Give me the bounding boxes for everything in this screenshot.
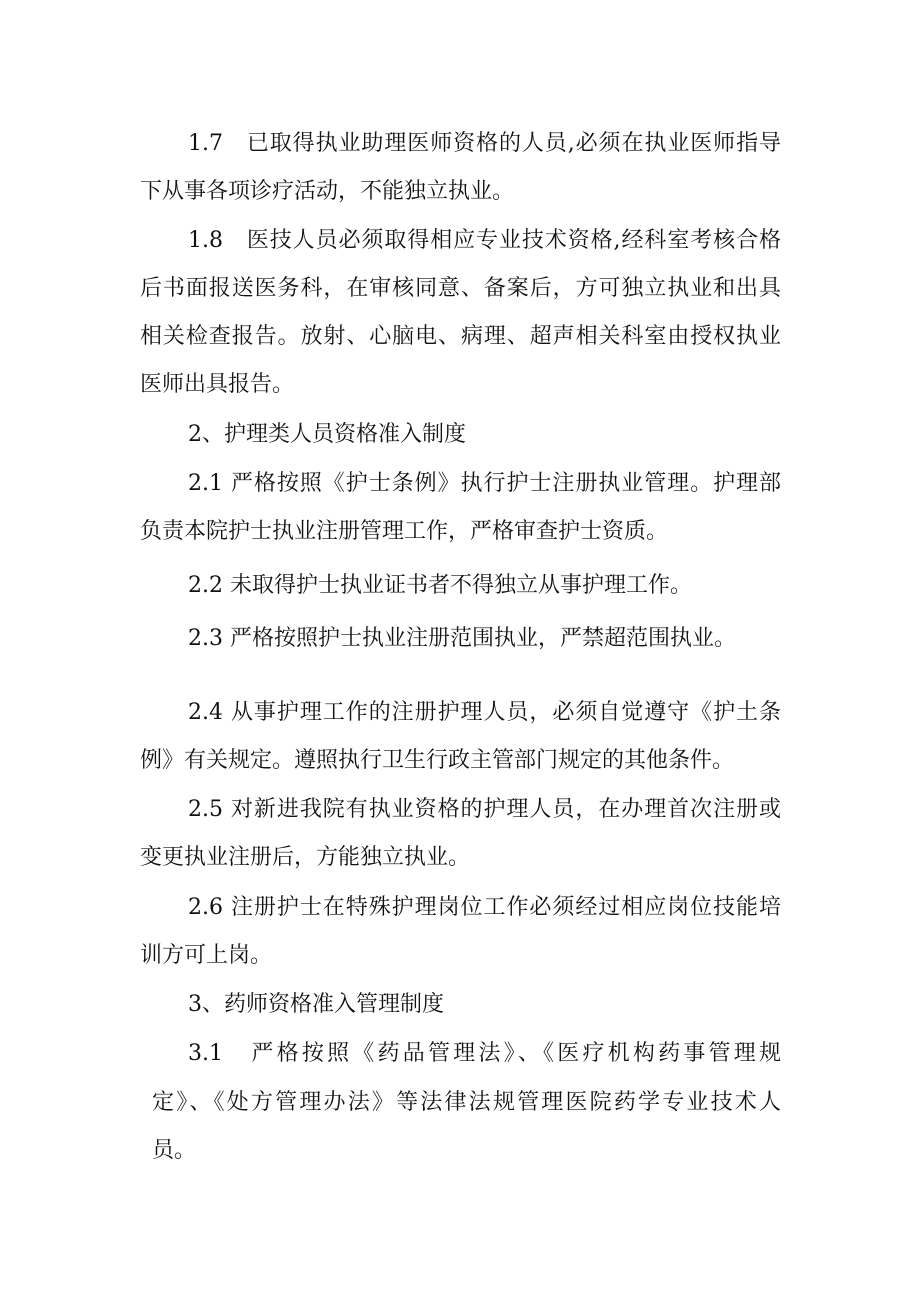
- text-line: 定》、《处方管理办法》等法律法规管理医院药学专业技术人: [152, 1090, 781, 1115]
- text-line: 员。: [152, 1138, 197, 1163]
- text-line: 2.2 未取得护士执业证书者不得独立从事护理工作。: [188, 573, 692, 598]
- text-line: 2.3 严格按照护士执业注册范围执业，严禁超范围执业。: [188, 626, 736, 651]
- text-line: 2.1 严格按照《护士条例》执行护士注册执业管理。护理部: [188, 471, 781, 496]
- text-line: 3.1 严格按照《药品管理法》、《医疗机构药事管理规: [188, 1041, 781, 1066]
- text-line: 1.7 已取得执业助理医师资格的人员,必须在执业医师指导: [188, 131, 781, 156]
- text-line: 2.4 从事护理工作的注册护理人员，必须自觉遵守《护土条: [188, 700, 781, 725]
- text-line: 变更执业注册后，方能独立执业。: [140, 845, 471, 870]
- text-line: 相关检查报告。放射、心脑电、病理、超声相关科室由授权执业: [140, 324, 781, 349]
- text-line: 2.6 注册护士在特殊护理岗位工作必须经过相应岗位技能培: [188, 895, 781, 920]
- text-line: 医师出具报告。: [140, 372, 295, 397]
- section-heading: 2、护理类人员资格准入制度: [188, 422, 466, 447]
- section-heading: 3、药师资格准入管理制度: [188, 992, 444, 1017]
- text-line: 下从事各项诊疗活动，不能独立执业。: [140, 179, 515, 204]
- text-line: 后书面报送医务科，在审核同意、备案后，方可独立执业和出具: [140, 276, 781, 301]
- text-line: 1.8 医技人员必须取得相应专业技术资格,经科室考核合格: [188, 228, 781, 253]
- text-line: 训方可上岗。: [140, 943, 273, 968]
- text-line: 2.5 对新进我院有执业资格的护理人员，在办理首次注册或: [188, 797, 781, 822]
- text-line: 例》有关规定。遵照执行卫生行政主管部门规定的其他条件。: [140, 748, 735, 773]
- text-line: 负责本院护士执业注册管理工作，严格审查护士资质。: [140, 519, 669, 544]
